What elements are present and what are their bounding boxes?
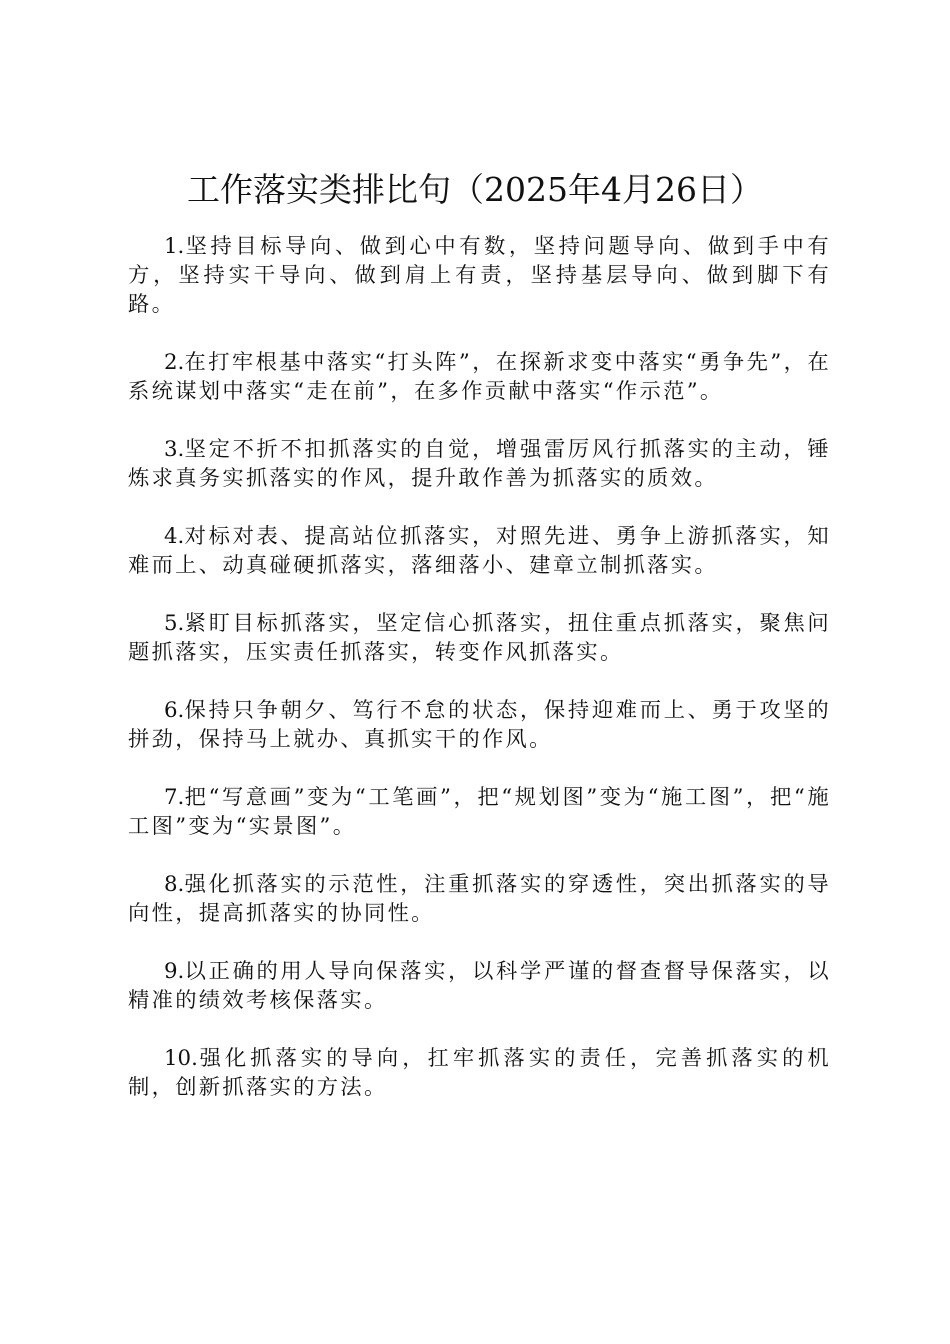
item-number: 9. bbox=[164, 959, 185, 984]
item-text: 强化抓落实的导向，扛牢抓落实的责任，完善抓落实的机制，创新抓落实的方法。 bbox=[128, 1046, 831, 1100]
list-item bbox=[128, 957, 831, 1015]
item-number: 1. bbox=[164, 234, 185, 259]
item-number: 5. bbox=[164, 611, 185, 636]
document-title: 工作落实类排比句（2025年4月26日） bbox=[187, 170, 763, 209]
item-text: 坚持目标导向、做到心中有数，坚持问题导向、做到手中有方，坚持实干导向、做到肩上有责，坚持基层导向、做到脚下有路。 bbox=[128, 234, 831, 317]
list-item bbox=[128, 696, 831, 754]
item-text: 坚定不折不扣抓落实的自觉，增强雷厉风行抓落实的主动，锤炼求真务实抓落实的作风，提升敢作善为抓落实的质效。 bbox=[128, 437, 831, 491]
item-number: 6. bbox=[164, 698, 185, 723]
item-number: 2. bbox=[164, 350, 185, 375]
item-text: 紧盯目标抓落实，坚定信心抓落实，扭住重点抓落实，聚焦问题抓落实，压实责任抓落实，转变作风抓落实。 bbox=[128, 611, 831, 665]
item-number: 3. bbox=[164, 437, 185, 462]
list-item bbox=[128, 609, 831, 667]
list-item bbox=[128, 232, 831, 319]
item-text: 保持只争朝夕、笃行不怠的状态，保持迎难而上、勇于攻坚的拼劲，保持马上就办、真抓实干的作风。 bbox=[128, 698, 831, 752]
item-text: 强化抓落实的示范性，注重抓落实的穿透性，突出抓落实的导向性，提高抓落实的协同性。 bbox=[128, 872, 831, 926]
list-item bbox=[128, 348, 831, 406]
item-number: 7. bbox=[164, 785, 185, 810]
list-item bbox=[128, 1044, 831, 1102]
item-text: 在打牢根基中落实“打头阵”，在探新求变中落实“勇争先”，在系统谋划中落实“走在前”，在多作贡献中落实“作示范”。 bbox=[128, 350, 831, 404]
item-text: 把“写意画”变为“工笔画”，把“规划图”变为“施工图”，把“施工图”变为“实景图”。 bbox=[128, 785, 831, 839]
list-item bbox=[128, 783, 831, 841]
list-item bbox=[128, 522, 831, 580]
item-text: 对标对表、提高站位抓落实，对照先进、勇争上游抓落实，知难而上、动真碰硬抓落实，落细落小、建章立制抓落实。 bbox=[128, 524, 831, 578]
list-item bbox=[128, 870, 831, 928]
item-number: 8. bbox=[164, 872, 185, 897]
document-body bbox=[128, 232, 831, 1131]
list-item bbox=[128, 435, 831, 493]
item-number: 10. bbox=[164, 1046, 198, 1071]
item-text: 以正确的用人导向保落实，以科学严谨的督查督导保落实，以精准的绩效考核保落实。 bbox=[128, 959, 831, 1013]
item-number: 4. bbox=[164, 524, 185, 549]
